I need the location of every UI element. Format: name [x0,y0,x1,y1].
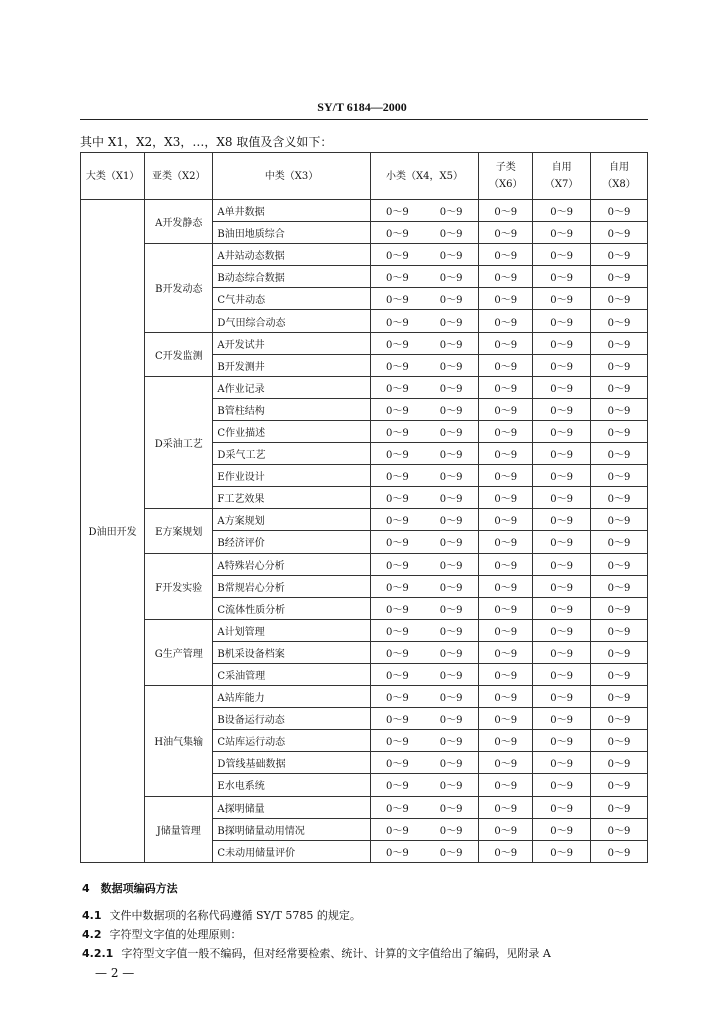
range-cell-x4: 0～9 [370,708,424,730]
range-cell-x7: 0～9 [533,553,591,575]
range-cell-x5: 0～9 [424,796,479,818]
range-cell-x5: 0～9 [424,288,479,310]
range-cell-x8: 0～9 [591,420,648,442]
range-cell-x4: 0～9 [370,200,424,222]
range-cell-x7: 0～9 [533,222,591,244]
middle-class-cell: B探明储量动用情况 [213,818,370,840]
middle-class-cell: B管柱结构 [213,398,370,420]
range-cell-x7: 0～9 [533,619,591,641]
range-cell-x6: 0～9 [479,376,533,398]
range-cell-x7: 0～9 [533,310,591,332]
range-cell-x8: 0～9 [591,597,648,619]
range-cell-x5: 0～9 [424,244,479,266]
range-cell-x5: 0～9 [424,619,479,641]
range-cell-x6: 0～9 [479,641,533,663]
middle-class-cell: C采油管理 [213,663,370,685]
range-cell-x6: 0～9 [479,332,533,354]
range-cell-x6: 0～9 [479,796,533,818]
range-cell-x4: 0～9 [370,222,424,244]
range-cell-x6: 0～9 [479,420,533,442]
range-cell-x4: 0～9 [370,575,424,597]
range-cell-x7: 0～9 [533,200,591,222]
table-body [81,200,648,863]
range-cell-x7: 0～9 [533,332,591,354]
range-cell-x5: 0～9 [424,332,479,354]
range-cell-x8: 0～9 [591,774,648,796]
paragraph-4-2-1-text: 字符型文字值一般不编码，但对经常要检索、统计、计算的文字值给出了编码，见附录 A [121,947,551,960]
range-cell-x5: 0～9 [424,840,479,862]
range-cell-x6: 0～9 [479,708,533,730]
middle-class-cell: C未动用储量评价 [213,840,370,862]
range-cell-x8: 0～9 [591,818,648,840]
range-cell-x4: 0～9 [370,244,424,266]
range-cell-x6: 0～9 [479,730,533,752]
range-cell-x5: 0～9 [424,266,479,288]
header-x6 [479,153,533,200]
header-x8-line2: （X8） [602,179,636,190]
range-cell-x7: 0～9 [533,487,591,509]
range-cell-x7: 0～9 [533,509,591,531]
subclass-cell: C开发监测 [145,332,213,376]
range-cell-x8: 0～9 [591,663,648,685]
middle-class-cell: D管线基础数据 [213,752,370,774]
range-cell-x6: 0～9 [479,840,533,862]
range-cell-x5: 0～9 [424,398,479,420]
range-cell-x8: 0～9 [591,641,648,663]
range-cell-x4: 0～9 [370,531,424,553]
range-cell-x7: 0～9 [533,752,591,774]
range-cell-x6: 0～9 [479,222,533,244]
middle-class-cell: B油田地质综合 [213,222,370,244]
major-class-cell: D油田开发 [81,200,145,863]
range-cell-x6: 0～9 [479,487,533,509]
range-cell-x8: 0～9 [591,354,648,376]
header-x6-line2: （X6） [488,179,523,190]
range-cell-x6: 0～9 [479,465,533,487]
table-row [81,332,648,354]
middle-class-cell: D气田综合动态 [213,310,370,332]
range-cell-x6: 0～9 [479,686,533,708]
middle-class-cell: A站库能力 [213,686,370,708]
table-row [81,553,648,575]
middle-class-cell: B常规岩心分析 [213,575,370,597]
range-cell-x4: 0～9 [370,376,424,398]
range-cell-x7: 0～9 [533,575,591,597]
subclass-cell: A开发静态 [145,200,213,244]
header-x6-line1: 子类 [495,162,516,173]
middle-class-cell: B经济评价 [213,531,370,553]
range-cell-x6: 0～9 [479,663,533,685]
range-cell-x8: 0～9 [591,244,648,266]
paragraph-4-1-text: 文件中数据项的名称代码遵循 SY/T 5785 的规定。 [109,909,361,922]
header-x45: 小类（X4，X5） [370,153,479,200]
classification-table [80,152,648,863]
range-cell-x8: 0～9 [591,619,648,641]
range-cell-x7: 0～9 [533,818,591,840]
table-row [81,619,648,641]
subclass-cell: D采油工艺 [145,376,213,509]
range-cell-x8: 0～9 [591,288,648,310]
middle-class-cell: B机采设备档案 [213,641,370,663]
range-cell-x7: 0～9 [533,597,591,619]
middle-class-cell: B动态综合数据 [213,266,370,288]
range-cell-x6: 0～9 [479,288,533,310]
range-cell-x7: 0～9 [533,663,591,685]
range-cell-x8: 0～9 [591,465,648,487]
page-header: SY/T 6184—2000 [317,100,407,114]
range-cell-x7: 0～9 [533,708,591,730]
table-row [81,376,648,398]
middle-class-cell: C作业描述 [213,420,370,442]
table-row [81,796,648,818]
range-cell-x7: 0～9 [533,266,591,288]
middle-class-cell: E水电系统 [213,774,370,796]
range-cell-x7: 0～9 [533,354,591,376]
range-cell-x4: 0～9 [370,663,424,685]
range-cell-x6: 0～9 [479,398,533,420]
range-cell-x4: 0～9 [370,398,424,420]
range-cell-x5: 0～9 [424,597,479,619]
range-cell-x8: 0～9 [591,752,648,774]
range-cell-x4: 0～9 [370,420,424,442]
middle-class-cell: C流体性质分析 [213,597,370,619]
range-cell-x4: 0～9 [370,774,424,796]
range-cell-x6: 0～9 [479,310,533,332]
range-cell-x5: 0～9 [424,420,479,442]
range-cell-x8: 0～9 [591,553,648,575]
range-cell-x5: 0～9 [424,730,479,752]
range-cell-x7: 0～9 [533,420,591,442]
range-cell-x7: 0～9 [533,774,591,796]
middle-class-cell: A单井数据 [213,200,370,222]
range-cell-x4: 0～9 [370,310,424,332]
range-cell-x4: 0～9 [370,553,424,575]
range-cell-x7: 0～9 [533,796,591,818]
subclass-cell: G生产管理 [145,619,213,685]
range-cell-x4: 0～9 [370,686,424,708]
range-cell-x5: 0～9 [424,575,479,597]
range-cell-x5: 0～9 [424,200,479,222]
range-cell-x8: 0～9 [591,310,648,332]
page-number: — 2 — [95,966,135,980]
range-cell-x7: 0～9 [533,288,591,310]
paragraph-4-1 [82,907,361,923]
middle-class-cell: C站库运行动态 [213,730,370,752]
table-row [81,686,648,708]
subclass-cell: E方案规划 [145,509,213,553]
range-cell-x6: 0～9 [479,443,533,465]
header-x3: 中类（X3） [213,153,370,200]
range-cell-x5: 0～9 [424,553,479,575]
middle-class-cell: B开发测井 [213,354,370,376]
range-cell-x6: 0～9 [479,244,533,266]
range-cell-x4: 0～9 [370,266,424,288]
range-cell-x8: 0～9 [591,575,648,597]
table-row [81,509,648,531]
range-cell-x5: 0～9 [424,222,479,244]
paragraph-4-2 [82,926,242,942]
middle-class-cell: A井站动态数据 [213,244,370,266]
range-cell-x6: 0～9 [479,266,533,288]
range-cell-x5: 0～9 [424,774,479,796]
range-cell-x8: 0～9 [591,531,648,553]
range-cell-x5: 0～9 [424,376,479,398]
range-cell-x6: 0～9 [479,531,533,553]
header-x7 [533,153,591,200]
range-cell-x8: 0～9 [591,840,648,862]
header-rule [80,119,648,120]
header-x2: 亚类（X2） [145,153,213,200]
range-cell-x4: 0～9 [370,752,424,774]
range-cell-x8: 0～9 [591,332,648,354]
range-cell-x7: 0～9 [533,641,591,663]
table-row [81,200,648,222]
range-cell-x8: 0～9 [591,443,648,465]
middle-class-cell: A开发试井 [213,332,370,354]
range-cell-x8: 0～9 [591,730,648,752]
intro-text: 其中 X1，X2，X3，…，X8 取值及含义如下： [80,135,333,149]
range-cell-x7: 0～9 [533,376,591,398]
range-cell-x5: 0～9 [424,686,479,708]
middle-class-cell: A计划管理 [213,619,370,641]
range-cell-x6: 0～9 [479,354,533,376]
range-cell-x7: 0～9 [533,531,591,553]
range-cell-x8: 0～9 [591,266,648,288]
middle-class-cell: A探明储量 [213,796,370,818]
range-cell-x5: 0～9 [424,443,479,465]
range-cell-x8: 0～9 [591,200,648,222]
range-cell-x6: 0～9 [479,597,533,619]
range-cell-x8: 0～9 [591,487,648,509]
range-cell-x5: 0～9 [424,752,479,774]
range-cell-x8: 0～9 [591,686,648,708]
range-cell-x8: 0～9 [591,398,648,420]
middle-class-cell: F工艺效果 [213,487,370,509]
range-cell-x7: 0～9 [533,840,591,862]
range-cell-x4: 0～9 [370,840,424,862]
range-cell-x4: 0～9 [370,332,424,354]
range-cell-x4: 0～9 [370,619,424,641]
paragraph-4-2-text: 字符型文字值的处理原则： [109,928,242,941]
range-cell-x4: 0～9 [370,288,424,310]
subclass-cell: B开发动态 [145,244,213,332]
range-cell-x4: 0～9 [370,597,424,619]
paragraph-4-1-number: 4.1 [82,909,102,922]
range-cell-x4: 0～9 [370,354,424,376]
range-cell-x4: 0～9 [370,818,424,840]
range-cell-x5: 0～9 [424,509,479,531]
range-cell-x5: 0～9 [424,663,479,685]
middle-class-cell: B设备运行动态 [213,708,370,730]
range-cell-x6: 0～9 [479,818,533,840]
range-cell-x5: 0～9 [424,310,479,332]
range-cell-x6: 0～9 [479,553,533,575]
paragraph-4-2-1-number: 4.2.1 [82,947,114,960]
range-cell-x7: 0～9 [533,443,591,465]
range-cell-x7: 0～9 [533,398,591,420]
header-x8-line1: 自用 [609,162,630,173]
paragraph-4-2-1 [82,945,551,961]
range-cell-x5: 0～9 [424,487,479,509]
range-cell-x8: 0～9 [591,509,648,531]
subclass-cell: F开发实验 [145,553,213,619]
range-cell-x5: 0～9 [424,465,479,487]
range-cell-x4: 0～9 [370,509,424,531]
header-x8 [591,153,648,200]
subclass-cell: H油气集输 [145,686,213,796]
middle-class-cell: D采气工艺 [213,443,370,465]
header-x7-line2: （X7） [544,179,579,190]
range-cell-x8: 0～9 [591,796,648,818]
section-4-title: 4 数据项编码方法 [82,882,178,895]
range-cell-x4: 0～9 [370,641,424,663]
range-cell-x5: 0～9 [424,641,479,663]
range-cell-x6: 0～9 [479,200,533,222]
range-cell-x8: 0～9 [591,708,648,730]
range-cell-x4: 0～9 [370,465,424,487]
range-cell-x6: 0～9 [479,509,533,531]
subclass-cell: J储量管理 [145,796,213,862]
range-cell-x5: 0～9 [424,818,479,840]
middle-class-cell: A作业记录 [213,376,370,398]
range-cell-x5: 0～9 [424,708,479,730]
header-x1: 大类（X1） [81,153,145,200]
range-cell-x5: 0～9 [424,354,479,376]
range-cell-x4: 0～9 [370,487,424,509]
range-cell-x7: 0～9 [533,686,591,708]
range-cell-x7: 0～9 [533,730,591,752]
paragraph-4-2-number: 4.2 [82,928,102,941]
range-cell-x7: 0～9 [533,465,591,487]
range-cell-x8: 0～9 [591,376,648,398]
range-cell-x6: 0～9 [479,575,533,597]
middle-class-cell: E作业设计 [213,465,370,487]
range-cell-x6: 0～9 [479,619,533,641]
header-x7-line1: 自用 [551,162,572,173]
range-cell-x7: 0～9 [533,244,591,266]
range-cell-x5: 0～9 [424,531,479,553]
middle-class-cell: C气井动态 [213,288,370,310]
middle-class-cell: A方案规划 [213,509,370,531]
range-cell-x8: 0～9 [591,222,648,244]
range-cell-x6: 0～9 [479,774,533,796]
table-row [81,244,648,266]
range-cell-x4: 0～9 [370,796,424,818]
middle-class-cell: A特殊岩心分析 [213,553,370,575]
range-cell-x4: 0～9 [370,730,424,752]
range-cell-x6: 0～9 [479,752,533,774]
range-cell-x4: 0～9 [370,443,424,465]
